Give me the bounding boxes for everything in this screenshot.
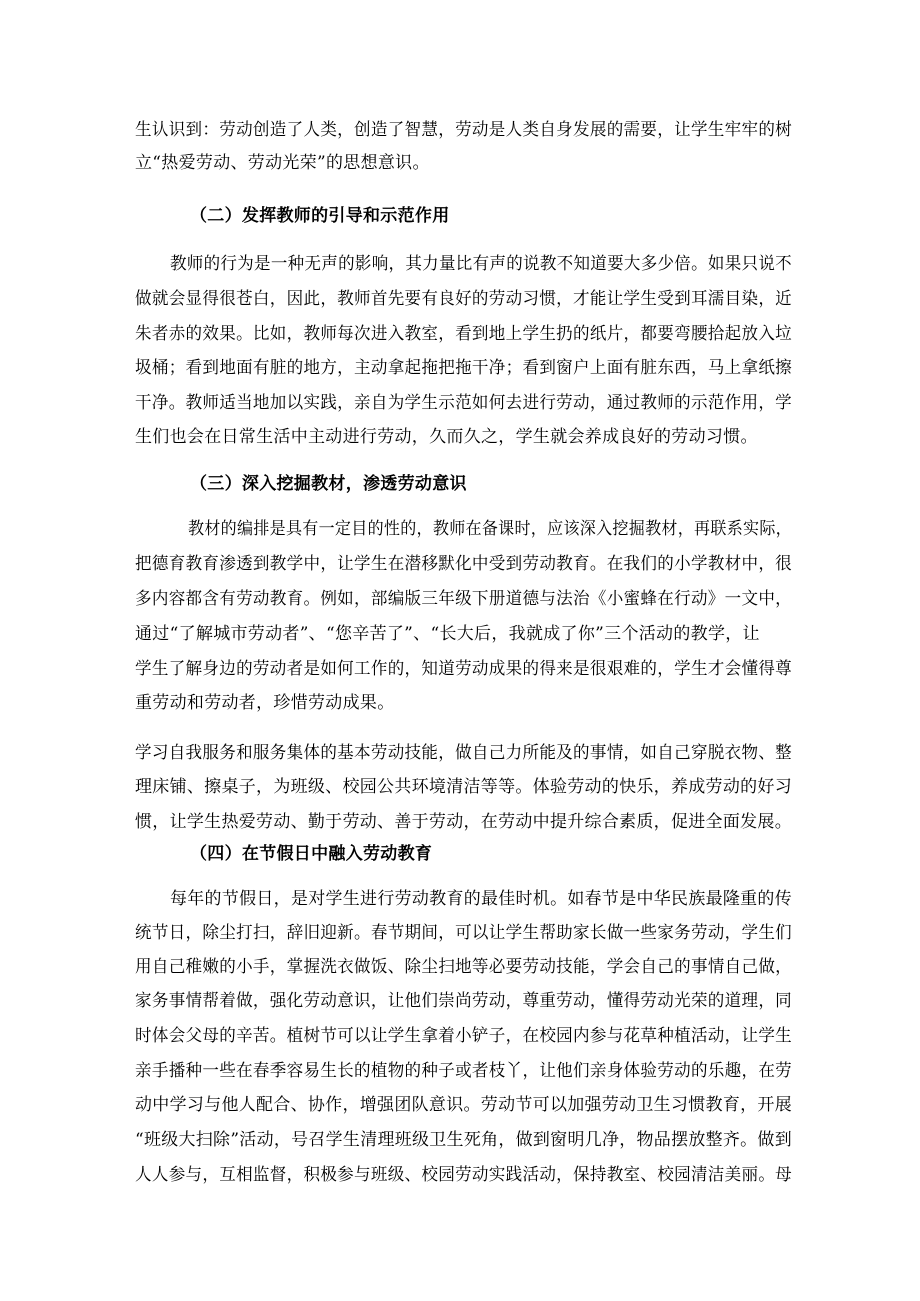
body-line: 把德育教育渗透到教学中，让学生在潜移默化中受到劳动教育。在我们的小学教材中，很 <box>135 554 793 574</box>
body-line: 重劳动和劳动者，珍惜劳动成果。 <box>135 693 395 713</box>
body-line: 理床铺、擦桌子，为班级、校园公共环境清洁等等。体验劳动的快乐，养成劳动的好习 <box>135 777 793 797</box>
body-line: 教师的行为是一种无声的影响，其力量比有声的说教不知道要大多少倍。如果只说不 <box>170 254 792 274</box>
body-line: 通过“了解城市劳动者”、“您辛苦了”、“长大后，我就成了你”三个活动的教学，让 <box>135 624 760 644</box>
body-line: 朱者赤的效果。比如，教师每次进入教室，看到地上学生扔的纸片，都要弯腰拾起放入垃 <box>135 324 793 344</box>
body-line: 统节日，除尘打扫，辞旧迎新。春节期间，可以让学生帮助家长做一些家务劳动，学生们 <box>135 923 793 943</box>
body-line: 多内容都含有劳动教育。例如，部编版三年级下册道德与法治《小蜜蜂在行动》一文中， <box>135 589 793 609</box>
body-line: 动中学习与他人配合、协作，增强团队意识。劳动节可以加强劳动卫生习惯教育，开展 <box>135 1095 793 1115</box>
body-line: “班级大扫除”活动，号召学生清理班级卫生死角，做到窗明几净，物品摆放整齐。做到 <box>135 1130 792 1150</box>
body-line: 学习自我服务和服务集体的基本劳动技能，做自己力所能及的事情，如自己穿脱衣物、整 <box>135 743 793 763</box>
body-line: 立“热爱劳动、劳动光荣”的思想意识。 <box>135 153 430 173</box>
body-line: 用自己稚嫩的小手，掌握洗衣做饭、除尘扫地等必要劳动技能，学会自己的事情自己做， <box>135 957 793 977</box>
body-line: 圾桶；看到地面有脏的地方，主动拿起拖把拖干净；看到窗户上面有脏东西，马上拿纸擦 <box>135 358 793 378</box>
body-line: 做就会显得很苍白，因此，教师首先要有良好的劳动习惯，才能让学生受到耳濡目染，近 <box>135 289 793 309</box>
body-line: 干净。教师适当地加以实践，亲自为学生示范如何去进行劳动，通过教师的示范作用，学 <box>135 393 793 413</box>
section-heading-4: （四）在节假日中融入劳动教育 <box>190 844 433 864</box>
body-line: 时体会父母的辛苦。植树节可以让学生拿着小铲子，在校园内参与花草种植活动，让学生 <box>135 1026 793 1046</box>
section-heading-2: （二）发挥教师的引导和示范作用 <box>190 206 450 226</box>
section-heading-3: （三）深入挖掘教材，渗透劳动意识 <box>190 474 467 494</box>
body-line: 家务事情帮着做，强化劳动意识，让他们崇尚劳动，尊重劳动，懂得劳动光荣的道理，同 <box>135 991 793 1011</box>
body-line: 每年的节假日，是对学生进行劳动教育的最佳时机。如春节是中华民族最隆重的传 <box>170 889 793 909</box>
body-line: 人人参与，互相监督，积极参与班级、校园劳动实践活动，保持教室、校园清洁美丽。母 <box>135 1165 793 1185</box>
body-line: 惯，让学生热爱劳动、勤于劳动、善于劳动，在劳动中提升综合素质，促进全面发展。 <box>135 812 793 832</box>
body-line: 生们也会在日常生活中主动进行劳动，久而久之，学生就会养成良好的劳动习惯。 <box>135 427 758 447</box>
body-line: 亲手播种一些在春季容易生长的植物的种子或者枝丫，让他们亲身体验劳动的乐趣，在劳 <box>135 1061 793 1081</box>
body-line: 教材的编排是具有一定目的性的，教师在备课时，应该深入挖掘教材，再联系实际， <box>188 519 793 539</box>
body-line: 学生了解身边的劳动者是如何工作的，知道劳动成果的得来是很艰难的，学生才会懂得尊 <box>135 659 793 679</box>
body-line: 生认识到：劳动创造了人类，创造了智慧，劳动是人类自身发展的需要，让学生牢牢的树 <box>135 120 793 140</box>
